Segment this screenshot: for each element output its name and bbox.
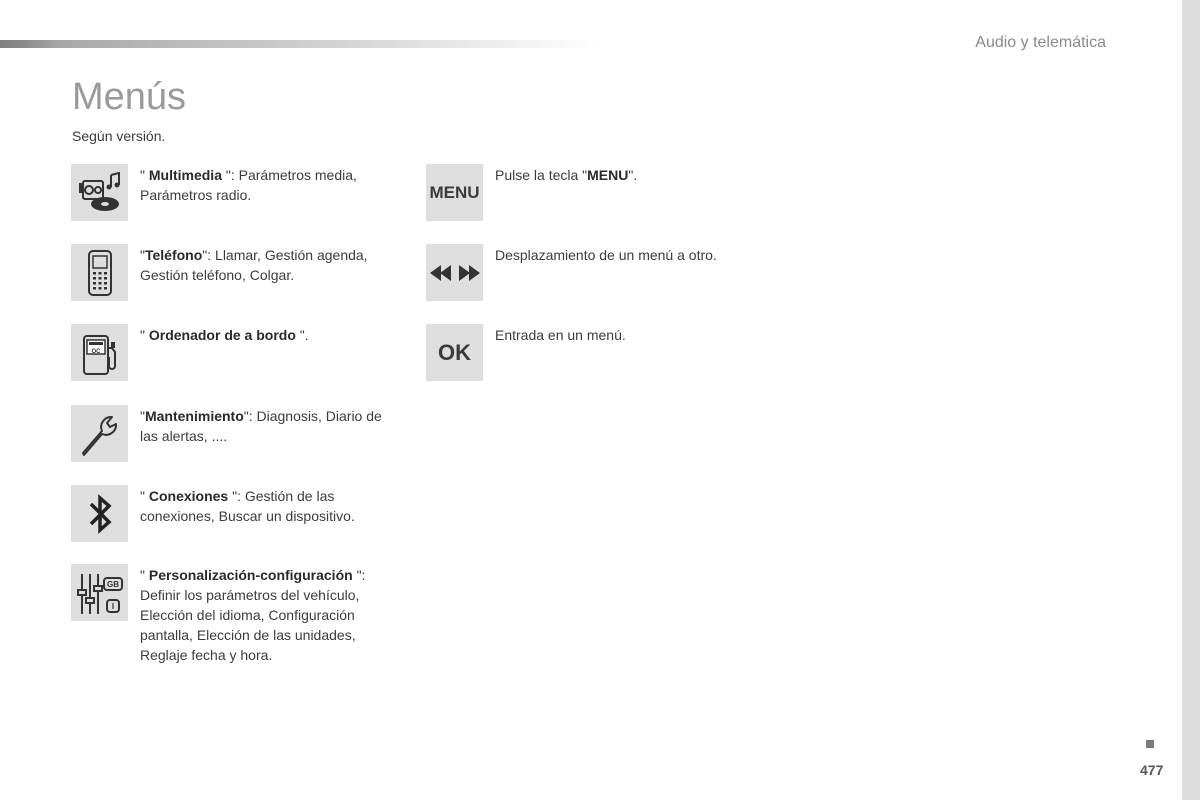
key-menu	[426, 164, 756, 221]
menu-item-text: " Ordenador de a bordo ".	[140, 327, 309, 343]
menu-item-ordenador	[71, 324, 401, 381]
arrows-key-icon	[426, 244, 483, 301]
page-title: Menús	[72, 76, 187, 118]
page-edge-strip	[1182, 0, 1200, 800]
bluetooth-icon	[71, 485, 128, 542]
menu-item-telefono	[71, 244, 401, 301]
header-gradient-bar	[0, 40, 600, 48]
svg-text:GB: GB	[106, 579, 119, 589]
menu-item-text: "Mantenimiento": Diagnosis, Diario de las alertas, ....	[140, 408, 382, 444]
subtitle: Según versión.	[72, 128, 166, 144]
menu-item-text: " Multimedia ": Parámetros media, Parámetros radio.	[140, 167, 357, 203]
key-text: Pulse la tecla "MENU".	[495, 167, 638, 183]
wrench-icon	[71, 405, 128, 462]
menu-item-mantenimiento	[71, 405, 401, 462]
key-ok	[426, 324, 756, 381]
menu-item-multimedia	[71, 164, 401, 221]
key-text: Entrada en un menú.	[495, 327, 626, 343]
menu-item-conexiones	[71, 485, 401, 542]
settings-sliders-icon	[71, 564, 128, 621]
ok-key-icon: OK	[426, 324, 483, 381]
section-title: Audio y telemática	[975, 34, 1106, 51]
key-arrows	[426, 244, 756, 301]
trip-computer-icon	[71, 324, 128, 381]
menu-key-icon: MENU	[426, 164, 483, 221]
menu-item-text: " Personalización-configuración ": Definir los parámetros del vehículo, Elección del idioma, Configuración pantalla, Elección de las unidades, Reglaje fecha y hora.	[140, 567, 366, 663]
svg-text:I: I	[111, 601, 114, 611]
menu-item-personalizacion	[71, 564, 401, 665]
menu-item-text: " Conexiones ": Gestión de las conexiones, Buscar un dispositivo.	[140, 488, 355, 524]
page-number: 477	[1140, 762, 1164, 778]
phone-icon	[71, 244, 128, 301]
menu-item-text: "Teléfono": Llamar, Gestión agenda, Gestión teléfono, Colgar.	[140, 247, 368, 283]
page-marker	[1146, 740, 1154, 748]
multimedia-icon	[71, 164, 128, 221]
svg-text:OC: OC	[91, 348, 100, 355]
key-text: Desplazamiento de un menú a otro.	[495, 247, 717, 263]
